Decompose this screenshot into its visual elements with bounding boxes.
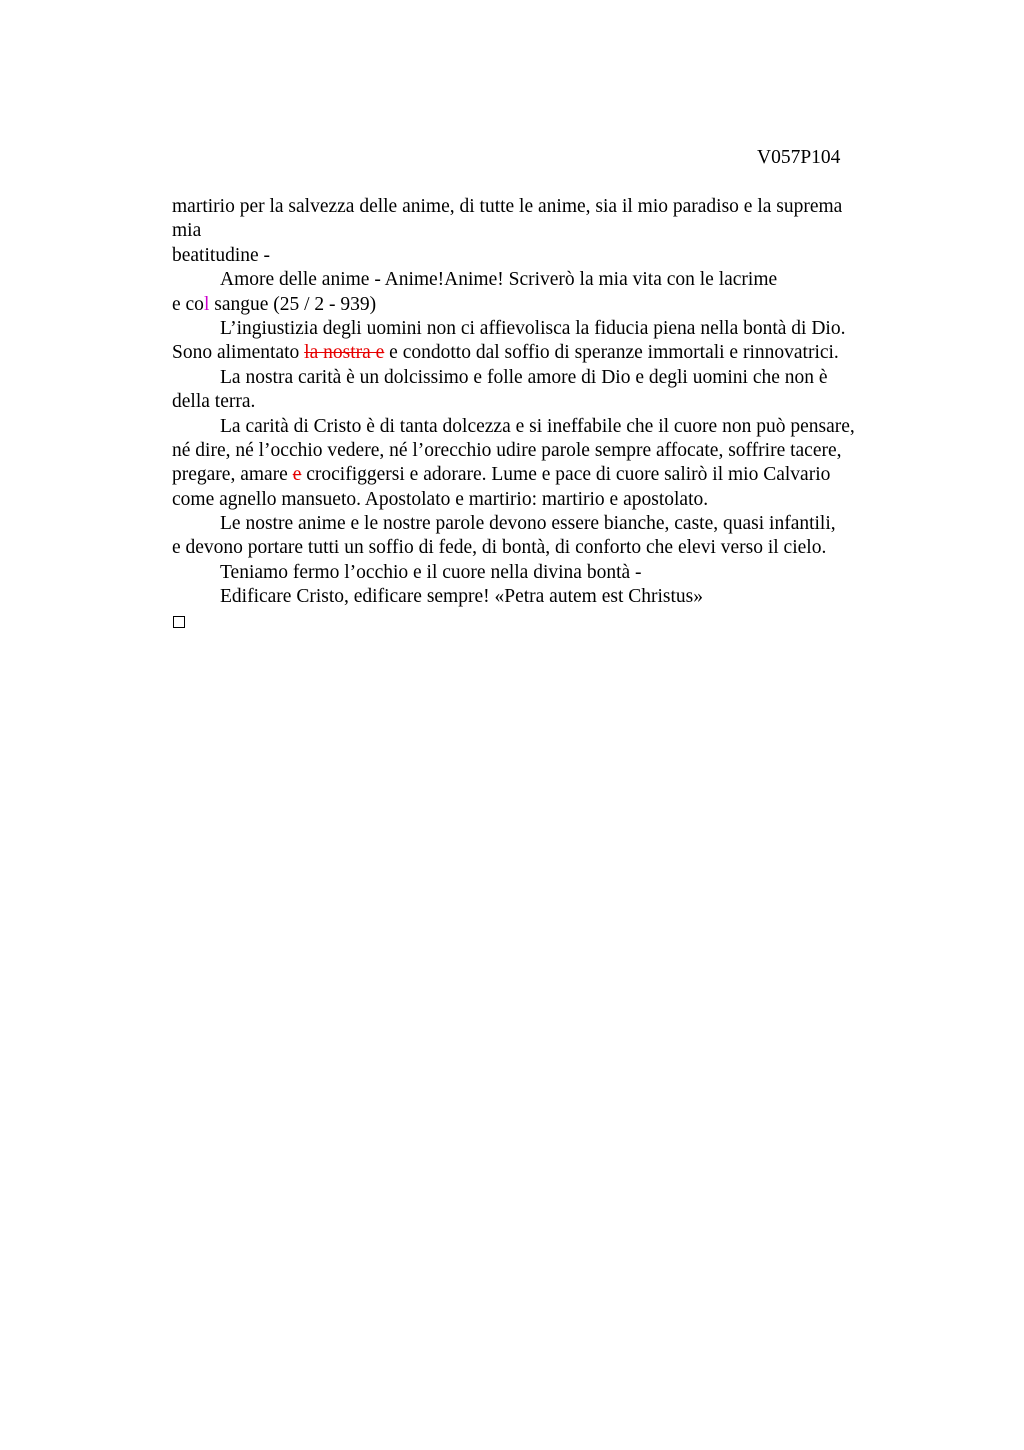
text-run: pregare, amare — [172, 464, 293, 486]
text-line: Edificare Cristo, edificare sempre! «Petra autem est Christus» — [220, 586, 704, 608]
text-line: Le nostre anime e le nostre parole devono essere bianche, caste, quasi infantili, — [220, 513, 836, 535]
inserted-text: l — [203, 293, 210, 315]
text-line: martirio per la salvezza delle anime, di tutte le anime, sia il mio paradiso e la suprema — [172, 196, 843, 217]
document-body — [172, 195, 902, 634]
text-line — [172, 463, 902, 487]
text-line: La carità di Cristo è di tanta dolcezza e si ineffabile che il cuore non può pensare, — [220, 415, 855, 437]
text-line: come agnello mansueto. Apostolato e martirio: martirio e apostolato. — [172, 488, 709, 510]
text-line: mia — [172, 220, 202, 242]
text-line: Teniamo fermo l’occhio e il cuore nella divina bontà - — [220, 561, 642, 583]
text-run: crocifiggersi e adorare. Lume e pace di cuore salirò il mio Calvario — [301, 464, 831, 486]
empty-square-icon — [173, 616, 185, 628]
text-line: La nostra carità è un dolcissimo e folle amore di Dio e degli uomini che non è — [220, 366, 828, 388]
text-line: della terra. — [172, 391, 256, 413]
text-line: né dire, né l’occhio vedere, né l’orecchio udire parole sempre affocate, soffrire tacere, — [172, 439, 842, 461]
text-run: e co — [172, 293, 204, 315]
deleted-text: e — [292, 464, 302, 486]
text-run: e condotto dal soffio di speranze immortali e rinnovatrici. — [384, 342, 839, 364]
text-run: Sono alimentato — [172, 342, 305, 364]
page-reference: V057P104 — [757, 147, 841, 168]
text-line: L’ingiustizia degli uomini non ci affievolisca la fiducia piena nella bontà di Dio. — [220, 317, 846, 339]
text-line — [172, 341, 902, 365]
end-marker-line — [172, 610, 902, 634]
text-run: sangue (25 / 2 - 939) — [209, 293, 377, 315]
text-line: e devono portare tutti un soffio di fede, di bontà, di conforto che elevi verso il cielo. — [172, 537, 827, 559]
deleted-text: la nostra e — [304, 342, 385, 364]
text-line — [172, 293, 902, 317]
text-line: Amore delle anime - Anime!Anime! Scriverò la mia vita con le lacrime — [220, 269, 778, 291]
text-line: beatitudine - — [172, 244, 271, 266]
